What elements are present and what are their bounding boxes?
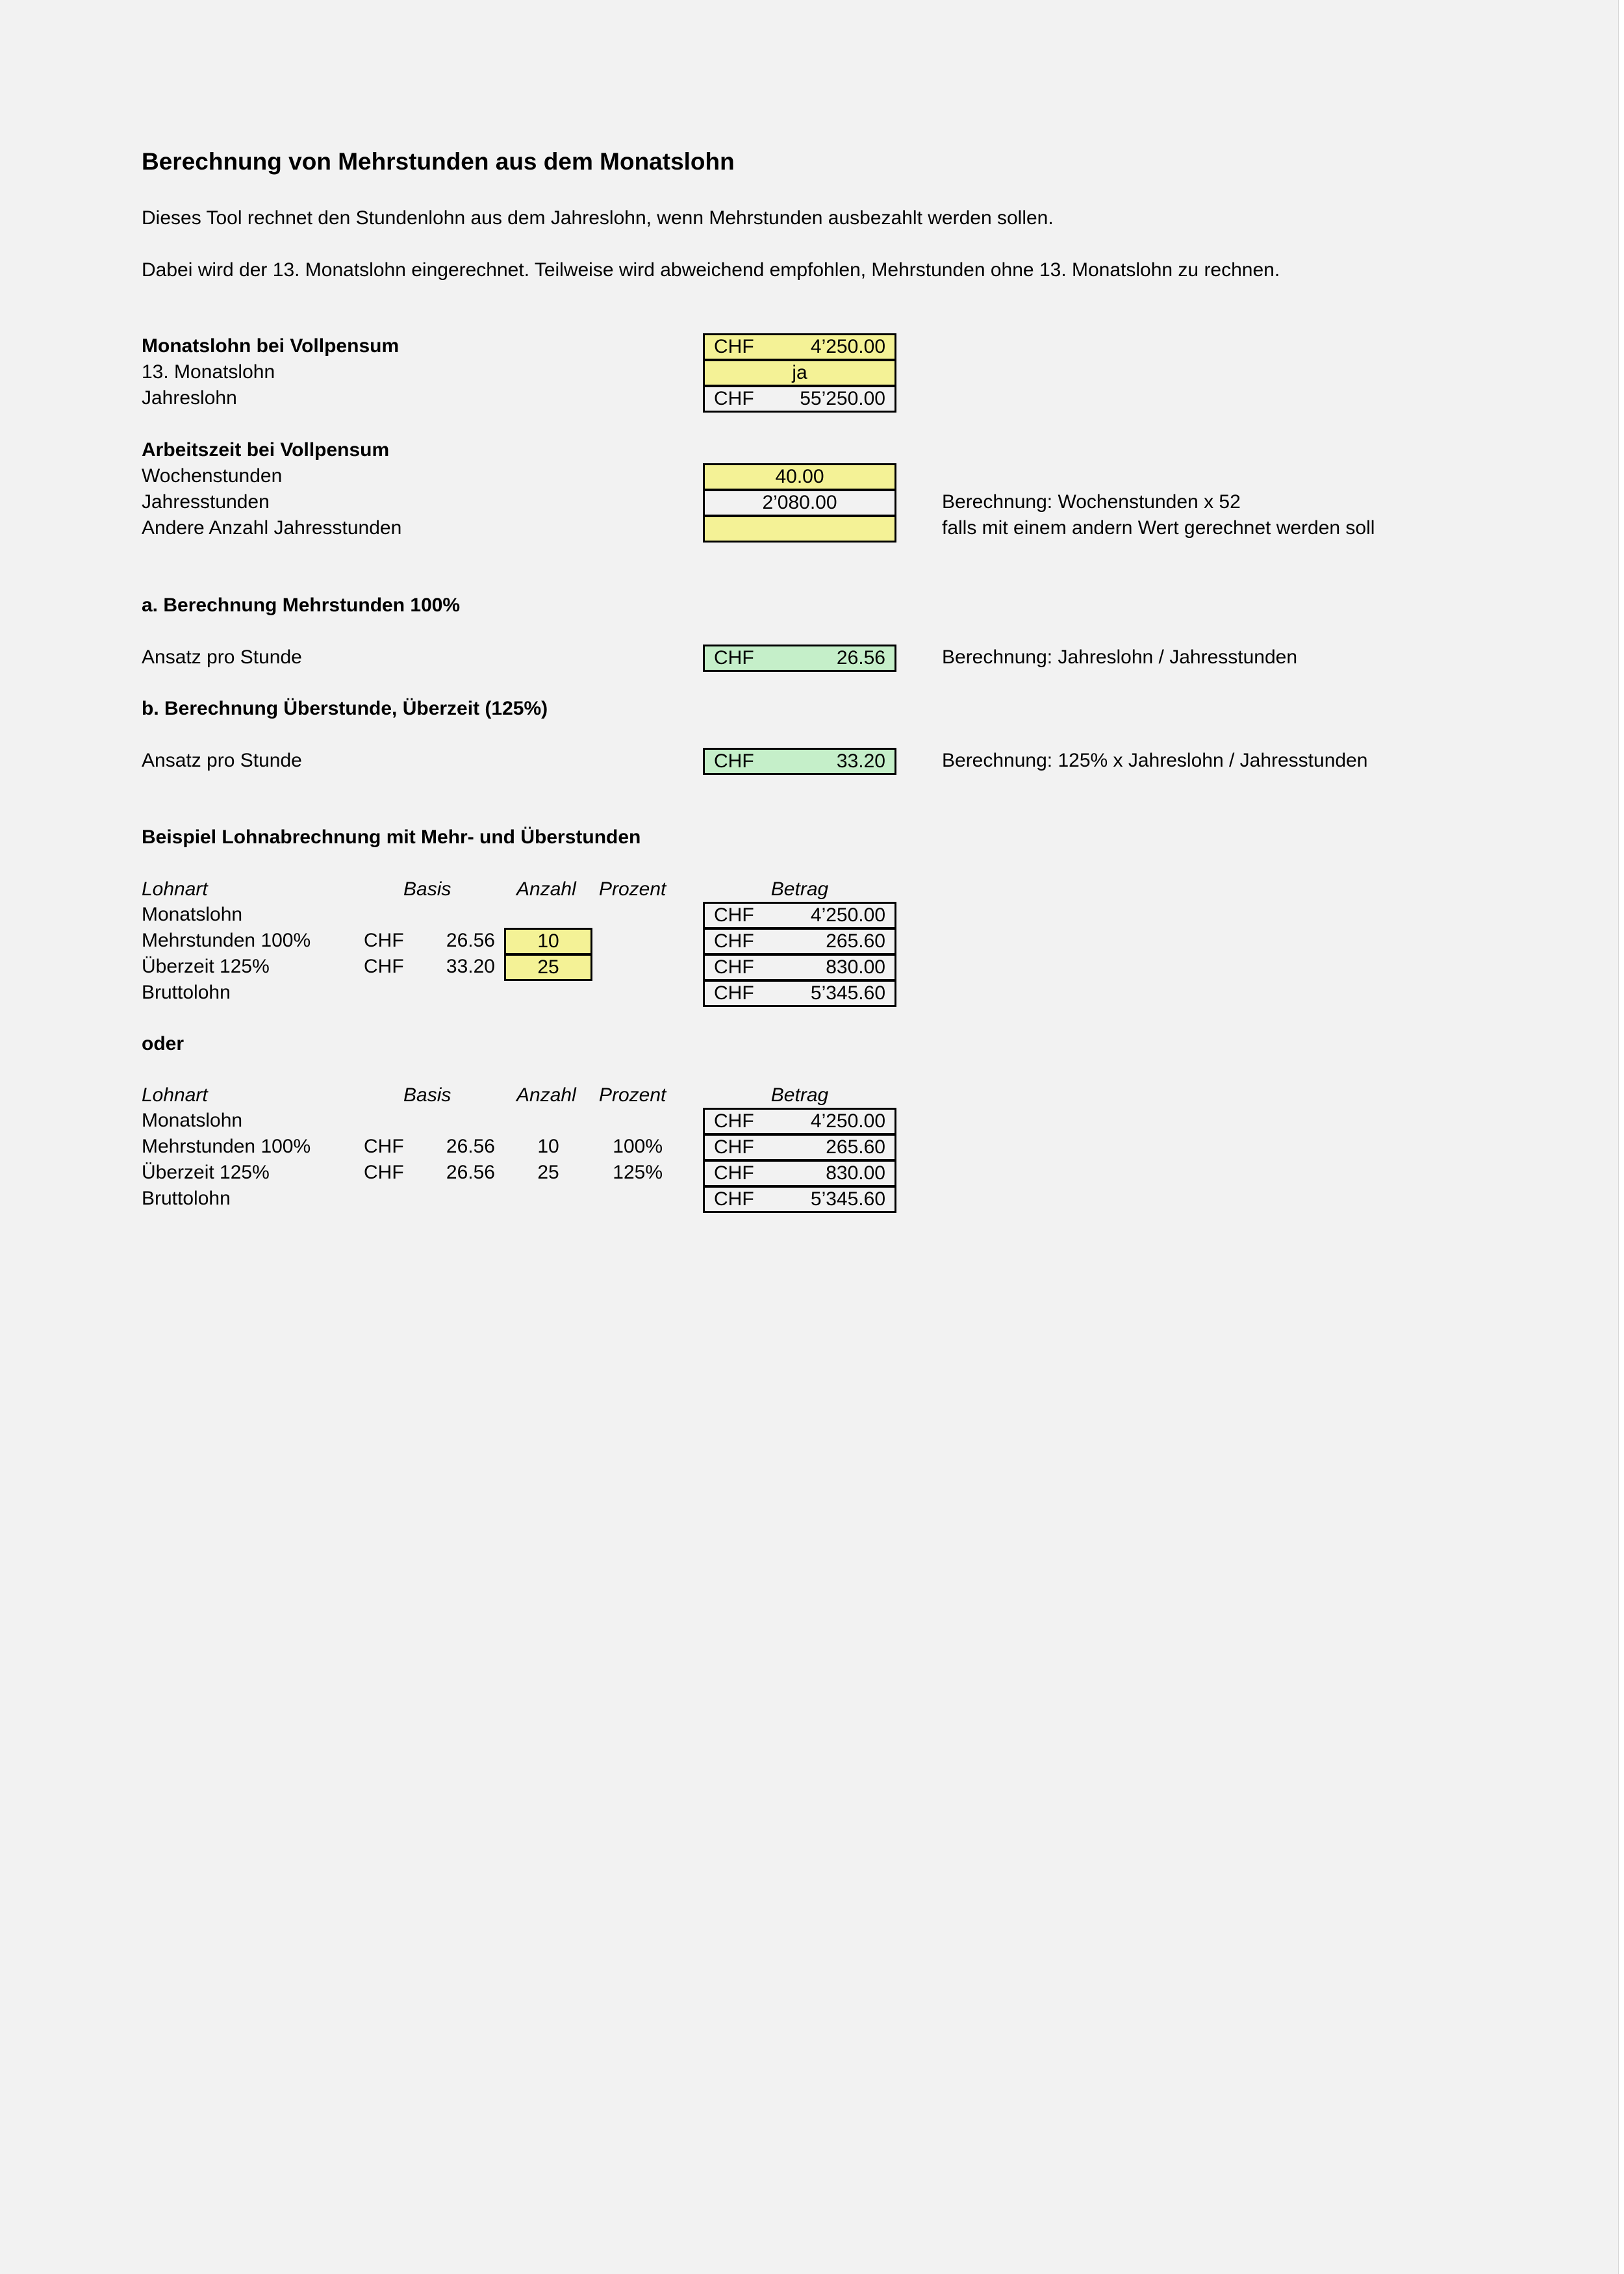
prozent-value: 125% (613, 1162, 663, 1183)
anzahl-input[interactable] (504, 928, 592, 955)
col-header-anzahl: Anzahl (516, 878, 576, 900)
table-row-label: Monatslohn (142, 1110, 243, 1131)
currency-label: CHF (714, 1110, 754, 1132)
page-title: Berechnung von Mehrstunden aus dem Monatslohn (142, 148, 735, 175)
section-b-rate-cell (703, 748, 896, 775)
currency-label: CHF (714, 982, 754, 1004)
other-hours-label: Andere Anzahl Jahresstunden (142, 517, 402, 539)
table-row-label: Mehrstunden 100% (142, 930, 311, 951)
example-heading: Beispiel Lohnabrechnung mit Mehr- und Überstunden (142, 826, 641, 848)
table-row-label: Überzeit 125% (142, 956, 270, 977)
thirteenth-salary-value: ja (792, 362, 807, 383)
monthly-salary-label: Monatslohn bei Vollpensum (142, 335, 400, 357)
betrag-value: 265.60 (826, 1136, 885, 1158)
col-header-lohnart: Lohnart (142, 1084, 208, 1106)
betrag-cell (703, 1108, 896, 1135)
monthly-salary-value: 4’250.00 (810, 336, 885, 357)
anzahl-value: 10 (537, 1136, 559, 1157)
section-a-note: Berechnung: Jahreslohn / Jahresstunden (942, 646, 1298, 668)
anzahl-input[interactable] (504, 954, 592, 981)
currency-label: CHF (714, 956, 754, 978)
intro-line-2: Dabei wird der 13. Monatslohn eingerechnet. Teilweise wird abweichend empfohlen, Mehrstunden ohne 13. Monatslohn zu rechnen. (142, 259, 1280, 281)
table-row-label: Mehrstunden 100% (142, 1136, 311, 1157)
betrag-value: 4’250.00 (810, 1110, 885, 1132)
currency-label: CHF (714, 388, 754, 409)
col-header-betrag: Betrag (770, 1084, 829, 1106)
basis-value: 26.56 (446, 1162, 495, 1183)
annual-salary-value: 55’250.00 (800, 388, 885, 409)
betrag-total-cell (703, 1186, 896, 1213)
prozent-value: 100% (613, 1136, 663, 1157)
currency-label: CHF (714, 1188, 754, 1210)
monthly-salary-input[interactable] (703, 333, 896, 361)
betrag-cell (703, 928, 896, 955)
betrag-value: 4’250.00 (810, 904, 885, 926)
betrag-value: 265.60 (826, 930, 885, 952)
weekly-hours-label: Wochenstunden (142, 465, 283, 487)
basis-value: 33.20 (446, 956, 495, 977)
currency-label: CHF (714, 1136, 754, 1158)
basis-currency: CHF (364, 1136, 404, 1157)
betrag-total-cell (703, 980, 896, 1007)
section-a-rate-value: 26.56 (836, 647, 885, 669)
currency-label: CHF (714, 1162, 754, 1184)
betrag-value: 830.00 (826, 956, 885, 978)
thirteenth-salary-select[interactable] (703, 359, 896, 387)
col-header-prozent: Prozent (599, 1084, 666, 1106)
col-header-prozent: Prozent (599, 878, 666, 900)
table-row-label: Monatslohn (142, 904, 243, 925)
col-header-basis: Basis (403, 1084, 451, 1106)
currency-label: CHF (714, 750, 754, 772)
basis-value: 26.56 (446, 1136, 495, 1157)
anzahl-value: 10 (537, 930, 559, 952)
section-a-heading: a. Berechnung Mehrstunden 100% (142, 594, 461, 616)
col-header-basis: Basis (403, 878, 451, 900)
thirteenth-salary-label: 13. Monatslohn (142, 361, 275, 383)
betrag-cell (703, 1160, 896, 1187)
currency-label: CHF (714, 930, 754, 952)
betrag-total-value: 5’345.60 (810, 982, 885, 1004)
annual-hours-note: Berechnung: Wochenstunden x 52 (942, 491, 1241, 513)
table-row-label: Bruttolohn (142, 982, 231, 1003)
oder-label: oder (142, 1033, 184, 1054)
annual-hours-label: Jahresstunden (142, 491, 270, 513)
table-row-label: Bruttolohn (142, 1188, 231, 1209)
basis-value: 26.56 (446, 930, 495, 951)
section-a-rate-label: Ansatz pro Stunde (142, 646, 302, 668)
col-header-anzahl: Anzahl (516, 1084, 576, 1106)
anzahl-value: 25 (537, 956, 559, 978)
col-header-lohnart: Lohnart (142, 878, 208, 900)
annual-salary-cell (703, 385, 896, 413)
section-a-rate-cell (703, 645, 896, 672)
scrollbar[interactable] (1618, 0, 1624, 2274)
betrag-cell (703, 1134, 896, 1161)
weekly-hours-value: 40.00 (775, 466, 824, 487)
worktime-heading: Arbeitszeit bei Vollpensum (142, 439, 390, 461)
betrag-total-value: 5’345.60 (810, 1188, 885, 1210)
currency-label: CHF (714, 647, 754, 669)
other-hours-note: falls mit einem andern Wert gerechnet werden soll (942, 517, 1375, 539)
intro-line-1: Dieses Tool rechnet den Stundenlohn aus dem Jahreslohn, wenn Mehrstunden ausbezahlt werden sollen. (142, 207, 1054, 229)
anzahl-value: 25 (537, 1162, 559, 1183)
table-row-label: Überzeit 125% (142, 1162, 270, 1183)
currency-label: CHF (714, 336, 754, 357)
other-hours-input[interactable] (703, 515, 896, 543)
basis-currency: CHF (364, 930, 404, 951)
annual-hours-cell (703, 489, 896, 517)
betrag-value: 830.00 (826, 1162, 885, 1184)
weekly-hours-input[interactable] (703, 463, 896, 491)
section-b-note: Berechnung: 125% x Jahreslohn / Jahresstunden (942, 750, 1368, 771)
annual-hours-value: 2’080.00 (762, 492, 837, 513)
section-b-rate-label: Ansatz pro Stunde (142, 750, 302, 771)
basis-currency: CHF (364, 1162, 404, 1183)
section-b-heading: b. Berechnung Überstunde, Überzeit (125%) (142, 698, 548, 719)
currency-label: CHF (714, 904, 754, 926)
col-header-betrag: Betrag (770, 878, 829, 900)
betrag-cell (703, 902, 896, 929)
section-b-rate-value: 33.20 (836, 750, 885, 772)
betrag-cell (703, 954, 896, 981)
basis-currency: CHF (364, 956, 404, 977)
annual-salary-label: Jahreslohn (142, 387, 237, 409)
